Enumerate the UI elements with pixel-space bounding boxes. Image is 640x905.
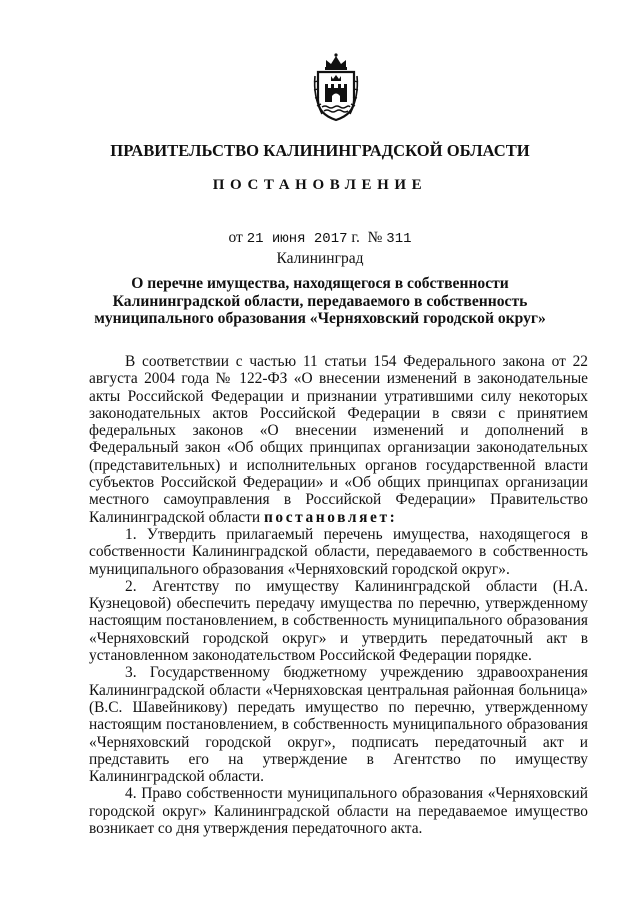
title-line: Калининградской области, передаваемого в собственность — [112, 292, 528, 310]
city-name: Калининград — [276, 250, 364, 267]
date-prefix: от — [228, 229, 243, 246]
date-suffix: г. — [351, 229, 360, 246]
item-paragraph: 1. Утвердить прилагаемый перечень имущества, находящегося в собственности Калининградской области, передаваемого в собственность муниципального образования «Черняховский городской округ». — [89, 525, 588, 578]
title-line: муниципального образования «Черняховский городской округ» — [94, 310, 546, 328]
item-paragraph: 2. Агентству по имуществу Калининградской области (Н.А. Кузнецовой) обеспечить передачу имущества по перечню, утвержденному настоящим постановлением, в собственность муниципального образования «Черняховский городской округ» и утвердить передаточный акт в установленном законодательством Российской Федерации порядке. — [89, 577, 588, 665]
document-type: ПОСТАНОВЛЕНИЕ — [212, 177, 428, 193]
preamble-text: В соответствии с частью 11 статьи 154 Федерального закона от 22 августа 2004 года № 122-ФЗ «О внесении изменений в законодательные акты Российской Федерации и признании утратившими силу некоторых законодательных актов Российской Федерации в связи с принятием федеральных законов «О внесении изменений и дополнений в Федеральный закон «Об общих принципах организации законодательных (представительных) и исполнительных органов государственной власти субъектов Российской Федерации» и «Об общих принципах организации местного самоуправления в Российской Федерации» Правительство Калининградской области — [89, 353, 588, 526]
item-paragraph: 4. Право собственности муниципального образования «Черняховский городской округ» Калининградской области на передаваемое имущество возникает со дня утверждения передаточного акта. — [89, 785, 588, 838]
date-number-line — [0, 229, 640, 247]
organization-name: ПРАВИТЕЛЬСТВО КАЛИНИНГРАДСКОЙ ОБЛАСТИ — [110, 141, 530, 160]
preamble-paragraph — [89, 353, 588, 526]
document-title — [60, 275, 580, 328]
document-date: 21 июня 2017 — [246, 231, 348, 247]
document-number: 311 — [386, 231, 412, 247]
document-body — [89, 353, 588, 837]
coat-of-arms-icon — [312, 52, 360, 122]
item-paragraph: 3. Государственному бюджетному учреждению здравоохранения Калининградской области «Черняховская центральная районная больница» (В.С. Шавейникову) передать имущество по перечню, утвержденному настоящим постановлением, в собственность муниципального образования «Черняховский городской округ», подписать передаточный акт и представить его на утверждение в Агентство по имуществу Калининградской области. — [89, 664, 588, 786]
number-sign: № — [367, 229, 383, 246]
title-line: О перечне имущества, находящегося в собственности — [131, 275, 509, 292]
decree-word: постановляет: — [263, 508, 398, 526]
